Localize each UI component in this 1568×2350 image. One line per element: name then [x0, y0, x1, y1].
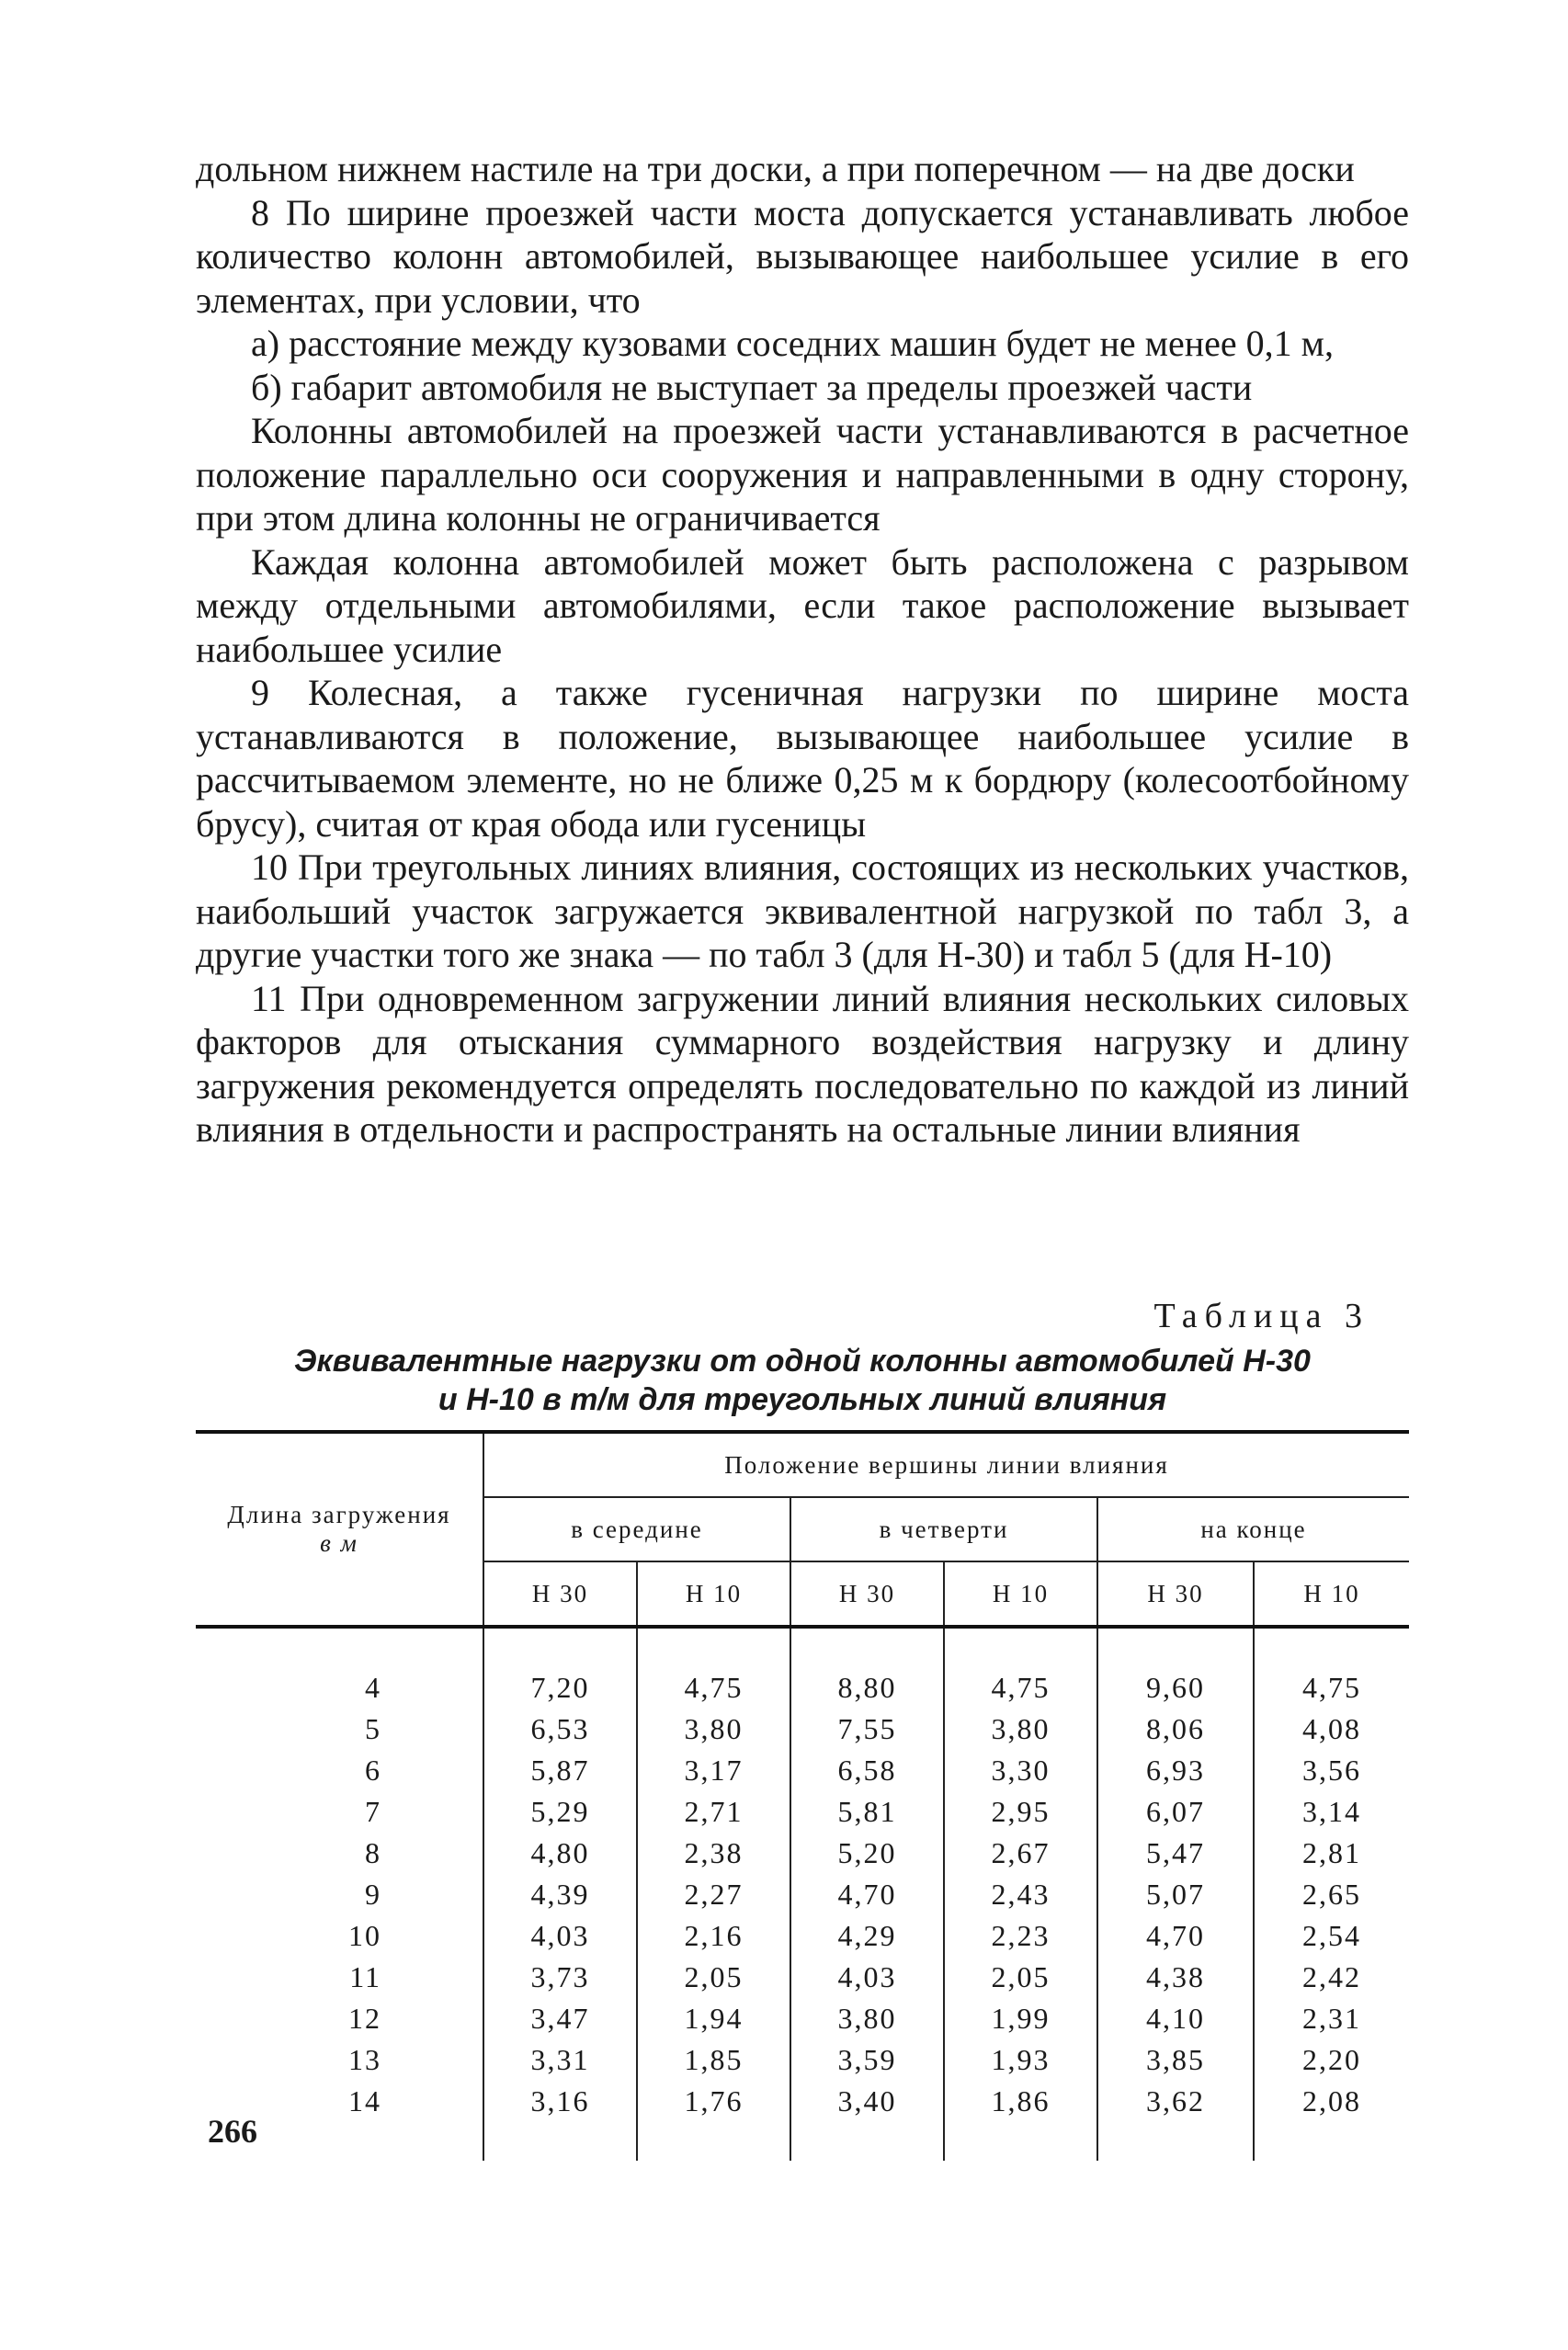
- table-row: [196, 2081, 1409, 2122]
- table-cell-value: 2,27: [637, 1874, 790, 1915]
- table-cell-length: 4: [365, 1671, 381, 1704]
- table: [196, 1430, 1409, 2161]
- table-cell-length: 11: [349, 1960, 381, 1993]
- table-cell-value: 4,08: [1254, 1709, 1409, 1750]
- paragraph: дольном нижнем настиле на три доски, а при поперечном — на две доски: [196, 148, 1355, 189]
- table-row: [196, 1750, 1409, 1791]
- table-cell-value: 6,93: [1097, 1750, 1254, 1791]
- table-row: [196, 1833, 1409, 1874]
- table-row: [196, 2039, 1409, 2081]
- table-cell-value: 3,16: [483, 2081, 637, 2122]
- table-row: [196, 1791, 1409, 1833]
- table-cell-value: 2,65: [1254, 1874, 1409, 1915]
- column-header-sub: Н 30: [790, 1561, 944, 1627]
- table-cell-length: 7: [365, 1795, 381, 1828]
- column-header-sub: Н 30: [483, 1561, 637, 1627]
- table-row: [196, 1667, 1409, 1709]
- table-cell-value: 2,16: [637, 1915, 790, 1957]
- table-cell-value: 6,58: [790, 1750, 944, 1791]
- table-cell-value: 5,87: [483, 1750, 637, 1791]
- table-cell-value: 3,17: [637, 1750, 790, 1791]
- table-cell-value: 3,47: [483, 1998, 637, 2039]
- table-cell-value: 2,81: [1254, 1833, 1409, 1874]
- table-cell-value: 4,03: [483, 1915, 637, 1957]
- table-cell-value: 2,23: [944, 1915, 1097, 1957]
- table-cell-value: 2,71: [637, 1791, 790, 1833]
- paragraph: 10 При треугольных линиях влияния, состоящих из нескольких участков, наибольший участок загружается эквивалентной нагрузкой по табл 3, а другие участки того же знака — по табл 3 (для Н-30) и табл 5 (для Н-10): [196, 846, 1409, 975]
- body-text: [196, 147, 1409, 1152]
- table-cell-value: 8,06: [1097, 1709, 1254, 1750]
- table-cell-value: 3,14: [1254, 1791, 1409, 1833]
- table-cell-value: 4,03: [790, 1957, 944, 1998]
- table-cell-value: 1,94: [637, 1998, 790, 2039]
- column-header-sub: Н 10: [944, 1561, 1097, 1627]
- table-caption: [196, 1342, 1409, 1419]
- table-cell-value: 2,38: [637, 1833, 790, 1874]
- table-cell-value: 3,30: [944, 1750, 1097, 1791]
- table-cell-value: 3,59: [790, 2039, 944, 2081]
- table-row: [196, 1709, 1409, 1750]
- table-cell-value: 4,10: [1097, 1998, 1254, 2039]
- table-cell-value: 3,40: [790, 2081, 944, 2122]
- table-cell-value: 5,47: [1097, 1833, 1254, 1874]
- table-cell-value: 4,75: [1254, 1667, 1409, 1709]
- table-cell-value: 1,76: [637, 2081, 790, 2122]
- page-number: 266: [208, 2113, 257, 2150]
- table-cell-length: 6: [365, 1754, 381, 1787]
- table-cell-value: 2,05: [944, 1957, 1097, 1998]
- column-header-position: в четверти: [790, 1497, 1097, 1561]
- table-cell-length: 5: [365, 1712, 381, 1745]
- table-cell-length: 9: [365, 1878, 381, 1911]
- table-cell-value: 4,70: [1097, 1915, 1254, 1957]
- table-row: [196, 1915, 1409, 1957]
- table-cell-value: 2,54: [1254, 1915, 1409, 1957]
- table-cell-value: 1,99: [944, 1998, 1097, 2039]
- table-cell-value: 2,43: [944, 1874, 1097, 1915]
- paragraph: 8 По ширине проезжей части моста допускается устанавливать любое количество колонн автомобилей, вызывающее наибольшее усилие в его элементах, при условии, что: [196, 191, 1409, 321]
- table-cell-value: 3,80: [637, 1709, 790, 1750]
- paragraph: а) расстояние между кузовами соседних машин будет не менее 0,1 м,: [251, 323, 1334, 364]
- column-header-length-unit: в м: [320, 1529, 358, 1557]
- table-cell-value: 9,60: [1097, 1667, 1254, 1709]
- table-cell-value: 3,56: [1254, 1750, 1409, 1791]
- table-cell-value: 8,80: [790, 1667, 944, 1709]
- table-cell-value: 2,31: [1254, 1998, 1409, 2039]
- table-cell-value: 5,81: [790, 1791, 944, 1833]
- table-cell-value: 4,75: [944, 1667, 1097, 1709]
- table-cell-value: 4,38: [1097, 1957, 1254, 1998]
- column-header-length: [196, 1432, 483, 1627]
- column-header-group: Положение вершины линии влияния: [483, 1432, 1409, 1497]
- table-cell-value: 1,86: [944, 2081, 1097, 2122]
- table-cell-length: 12: [348, 2002, 381, 2035]
- table-cell-value: 4,75: [637, 1667, 790, 1709]
- table-cell-length: 10: [348, 1919, 381, 1952]
- table-cell-value: 1,85: [637, 2039, 790, 2081]
- table-cell-length: 8: [365, 1836, 381, 1869]
- table-cell-value: 4,70: [790, 1874, 944, 1915]
- table-cell-value: 4,80: [483, 1833, 637, 1874]
- table-cell-value: 2,95: [944, 1791, 1097, 1833]
- table-cell-length: 14: [348, 2084, 381, 2117]
- table-cell-value: 3,85: [1097, 2039, 1254, 2081]
- table-cell-value: 3,73: [483, 1957, 637, 1998]
- table-row: [196, 1998, 1409, 2039]
- table-cell-value: 4,39: [483, 1874, 637, 1915]
- column-header-position: в середине: [483, 1497, 790, 1561]
- column-header-sub: Н 30: [1097, 1561, 1254, 1627]
- table-caption-line: и Н-10 в т/м для треугольных линий влияния: [437, 1382, 1167, 1417]
- table-cell-value: 7,55: [790, 1709, 944, 1750]
- column-header-sub: Н 10: [1254, 1561, 1409, 1627]
- table-cell-value: 2,20: [1254, 2039, 1409, 2081]
- paragraph: б) габарит автомобиля не выступает за пределы проезжей части: [251, 366, 1253, 408]
- paragraph: 9 Колесная, а также гусеничная нагрузки по ширине моста устанавливаются в положение, вызывающее наибольшее усилие в рассчитываемом элементе, но не ближе 0,25 м к бордюру (колесоотбойному брусу), считая от края обода или гусеницы: [196, 672, 1409, 845]
- table-cell-value: 3,31: [483, 2039, 637, 2081]
- data-table: [196, 1430, 1409, 2161]
- paragraph: 11 При одновременном загружении линий влияния нескольких силовых факторов для отыскания суммарного воздействия нагрузку и длину загружения рекомендуется определять последовательно по каждой из линий влияния в отдельности и распространять на остальные линии влияния: [196, 977, 1409, 1150]
- table-cell-value: 2,67: [944, 1833, 1097, 1874]
- column-header-length-label: Длина загружения: [227, 1501, 451, 1528]
- table-cell-value: 1,93: [944, 2039, 1097, 2081]
- table-row: [196, 1874, 1409, 1915]
- table-cell-value: 7,20: [483, 1667, 637, 1709]
- table-cell-value: 4,29: [790, 1915, 944, 1957]
- table-cell-value: 3,80: [790, 1998, 944, 2039]
- table-cell-value: 5,20: [790, 1833, 944, 1874]
- table-cell-value: 2,08: [1254, 2081, 1409, 2122]
- table-caption-line: Эквивалентные нагрузки от одной колонны автомобилей Н-30: [294, 1344, 1311, 1379]
- column-header-sub: Н 10: [637, 1561, 790, 1627]
- table-body: [196, 1627, 1409, 2161]
- table-cell-value: 6,53: [483, 1709, 637, 1750]
- table-cell-value: 3,62: [1097, 2081, 1254, 2122]
- table-cell-value: 3,80: [944, 1709, 1097, 1750]
- paragraph: Каждая колонна автомобилей может быть расположена с разрывом между отдельными автомобилями, если такое расположение вызывает наибольшее усилие: [196, 540, 1409, 670]
- paragraph: Колонны автомобилей на проезжей части устанавливаются в расчетное положение параллельно оси сооружения и направленными в одну сторону, при этом длина колонны не ограничивается: [196, 410, 1409, 539]
- table-label: Таблица 3: [1153, 1297, 1369, 1335]
- table-cell-value: 6,07: [1097, 1791, 1254, 1833]
- table-cell-length: 13: [348, 2043, 381, 2076]
- table-cell-value: 5,29: [483, 1791, 637, 1833]
- table-cell-value: 2,42: [1254, 1957, 1409, 1998]
- column-header-position: на конце: [1097, 1497, 1409, 1561]
- table-cell-value: 5,07: [1097, 1874, 1254, 1915]
- table-row: [196, 1957, 1409, 1998]
- table-cell-value: 2,05: [637, 1957, 790, 1998]
